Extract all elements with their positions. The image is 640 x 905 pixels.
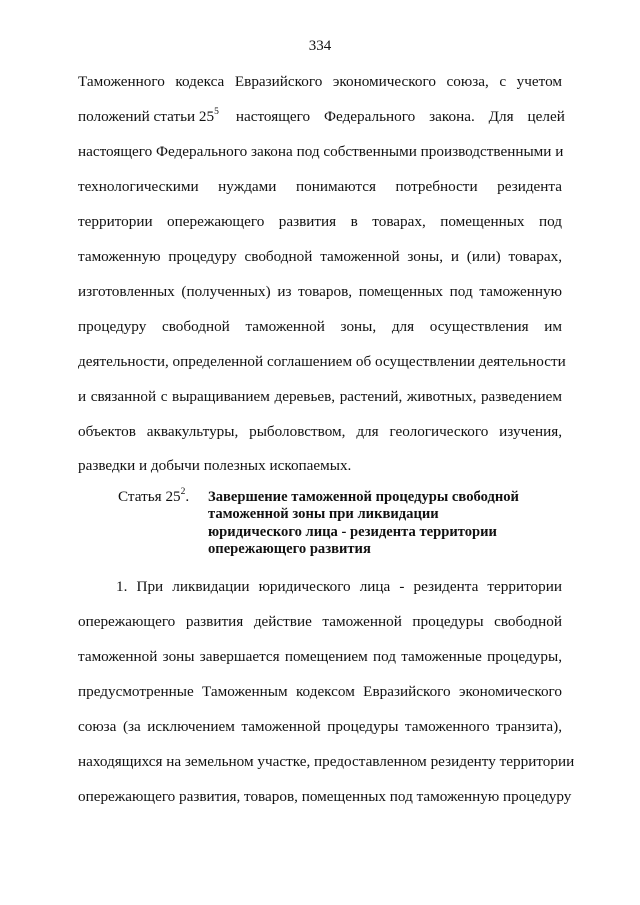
paragraph-line: технологическими нуждами понимаются потребности резидента <box>78 178 562 195</box>
line-fragment: положений статьи 25 <box>78 108 215 125</box>
page-number: 334 <box>308 38 332 54</box>
paragraph-line: и связанной с выращиванием деревьев, растений, животных, разведением <box>78 388 562 405</box>
article-title <box>208 489 548 558</box>
superscript-number: 5 <box>214 106 219 117</box>
article-title-line: таможенной зоны при ликвидации <box>208 506 439 523</box>
paragraph-line: таможенную процедуру свободной таможенной зоны, и (или) товарах, <box>78 248 562 265</box>
article-label-text: Статья 25 <box>118 488 181 505</box>
article-title-line: юридического лица - резидента территории <box>208 523 497 540</box>
paragraph-line: 1. При ликвидации юридического лица - резидента территории <box>116 578 562 595</box>
article-label-suffix: . <box>185 488 190 505</box>
paragraph-line: деятельности, определенной соглашением об осуществлении деятельности <box>78 353 566 370</box>
line-fragment: настоящего Федерального закона. Для целей <box>235 108 565 125</box>
paragraph-line: объектов аквакультуры, рыболовством, для геологического изучения, <box>78 423 562 440</box>
superscript-number: 2 <box>180 486 186 497</box>
paragraph-line: опережающего развития действие таможенной процедуры свободной <box>78 613 562 630</box>
article-title-line: опережающего развития <box>208 540 371 557</box>
paragraph-line <box>78 106 565 127</box>
paragraph-line: изготовленных (полученных) из товаров, помещенных под таможенную <box>78 283 562 300</box>
paragraph-line: территории опережающего развития в товарах, помещенных под <box>78 213 562 230</box>
paragraph-line: предусмотренные Таможенным кодексом Евразийского экономического <box>78 683 562 700</box>
article-label <box>118 487 189 507</box>
paragraph-line: Таможенного кодекса Евразийского экономического союза, с учетом <box>78 73 562 90</box>
paragraph-line: союза (за исключением таможенной процедуры таможенного транзита), <box>78 718 562 735</box>
paragraph-line: таможенной зоны завершается помещением под таможенные процедуры, <box>78 648 562 665</box>
paragraph-line: разведки и добычи полезных ископаемых. <box>78 457 352 474</box>
paragraph-line: процедуру свободной таможенной зоны, для осуществления им <box>78 318 562 335</box>
paragraph-line: находящихся на земельном участке, предоставленном резиденту территории <box>78 753 575 770</box>
paragraph-line: настоящего Федерального закона под собственными производственными и <box>78 143 564 160</box>
article-title-line: Завершение таможенной процедуры свободной <box>208 489 519 505</box>
paragraph-line: опережающего развития, товаров, помещенных под таможенную процедуру <box>78 788 572 805</box>
